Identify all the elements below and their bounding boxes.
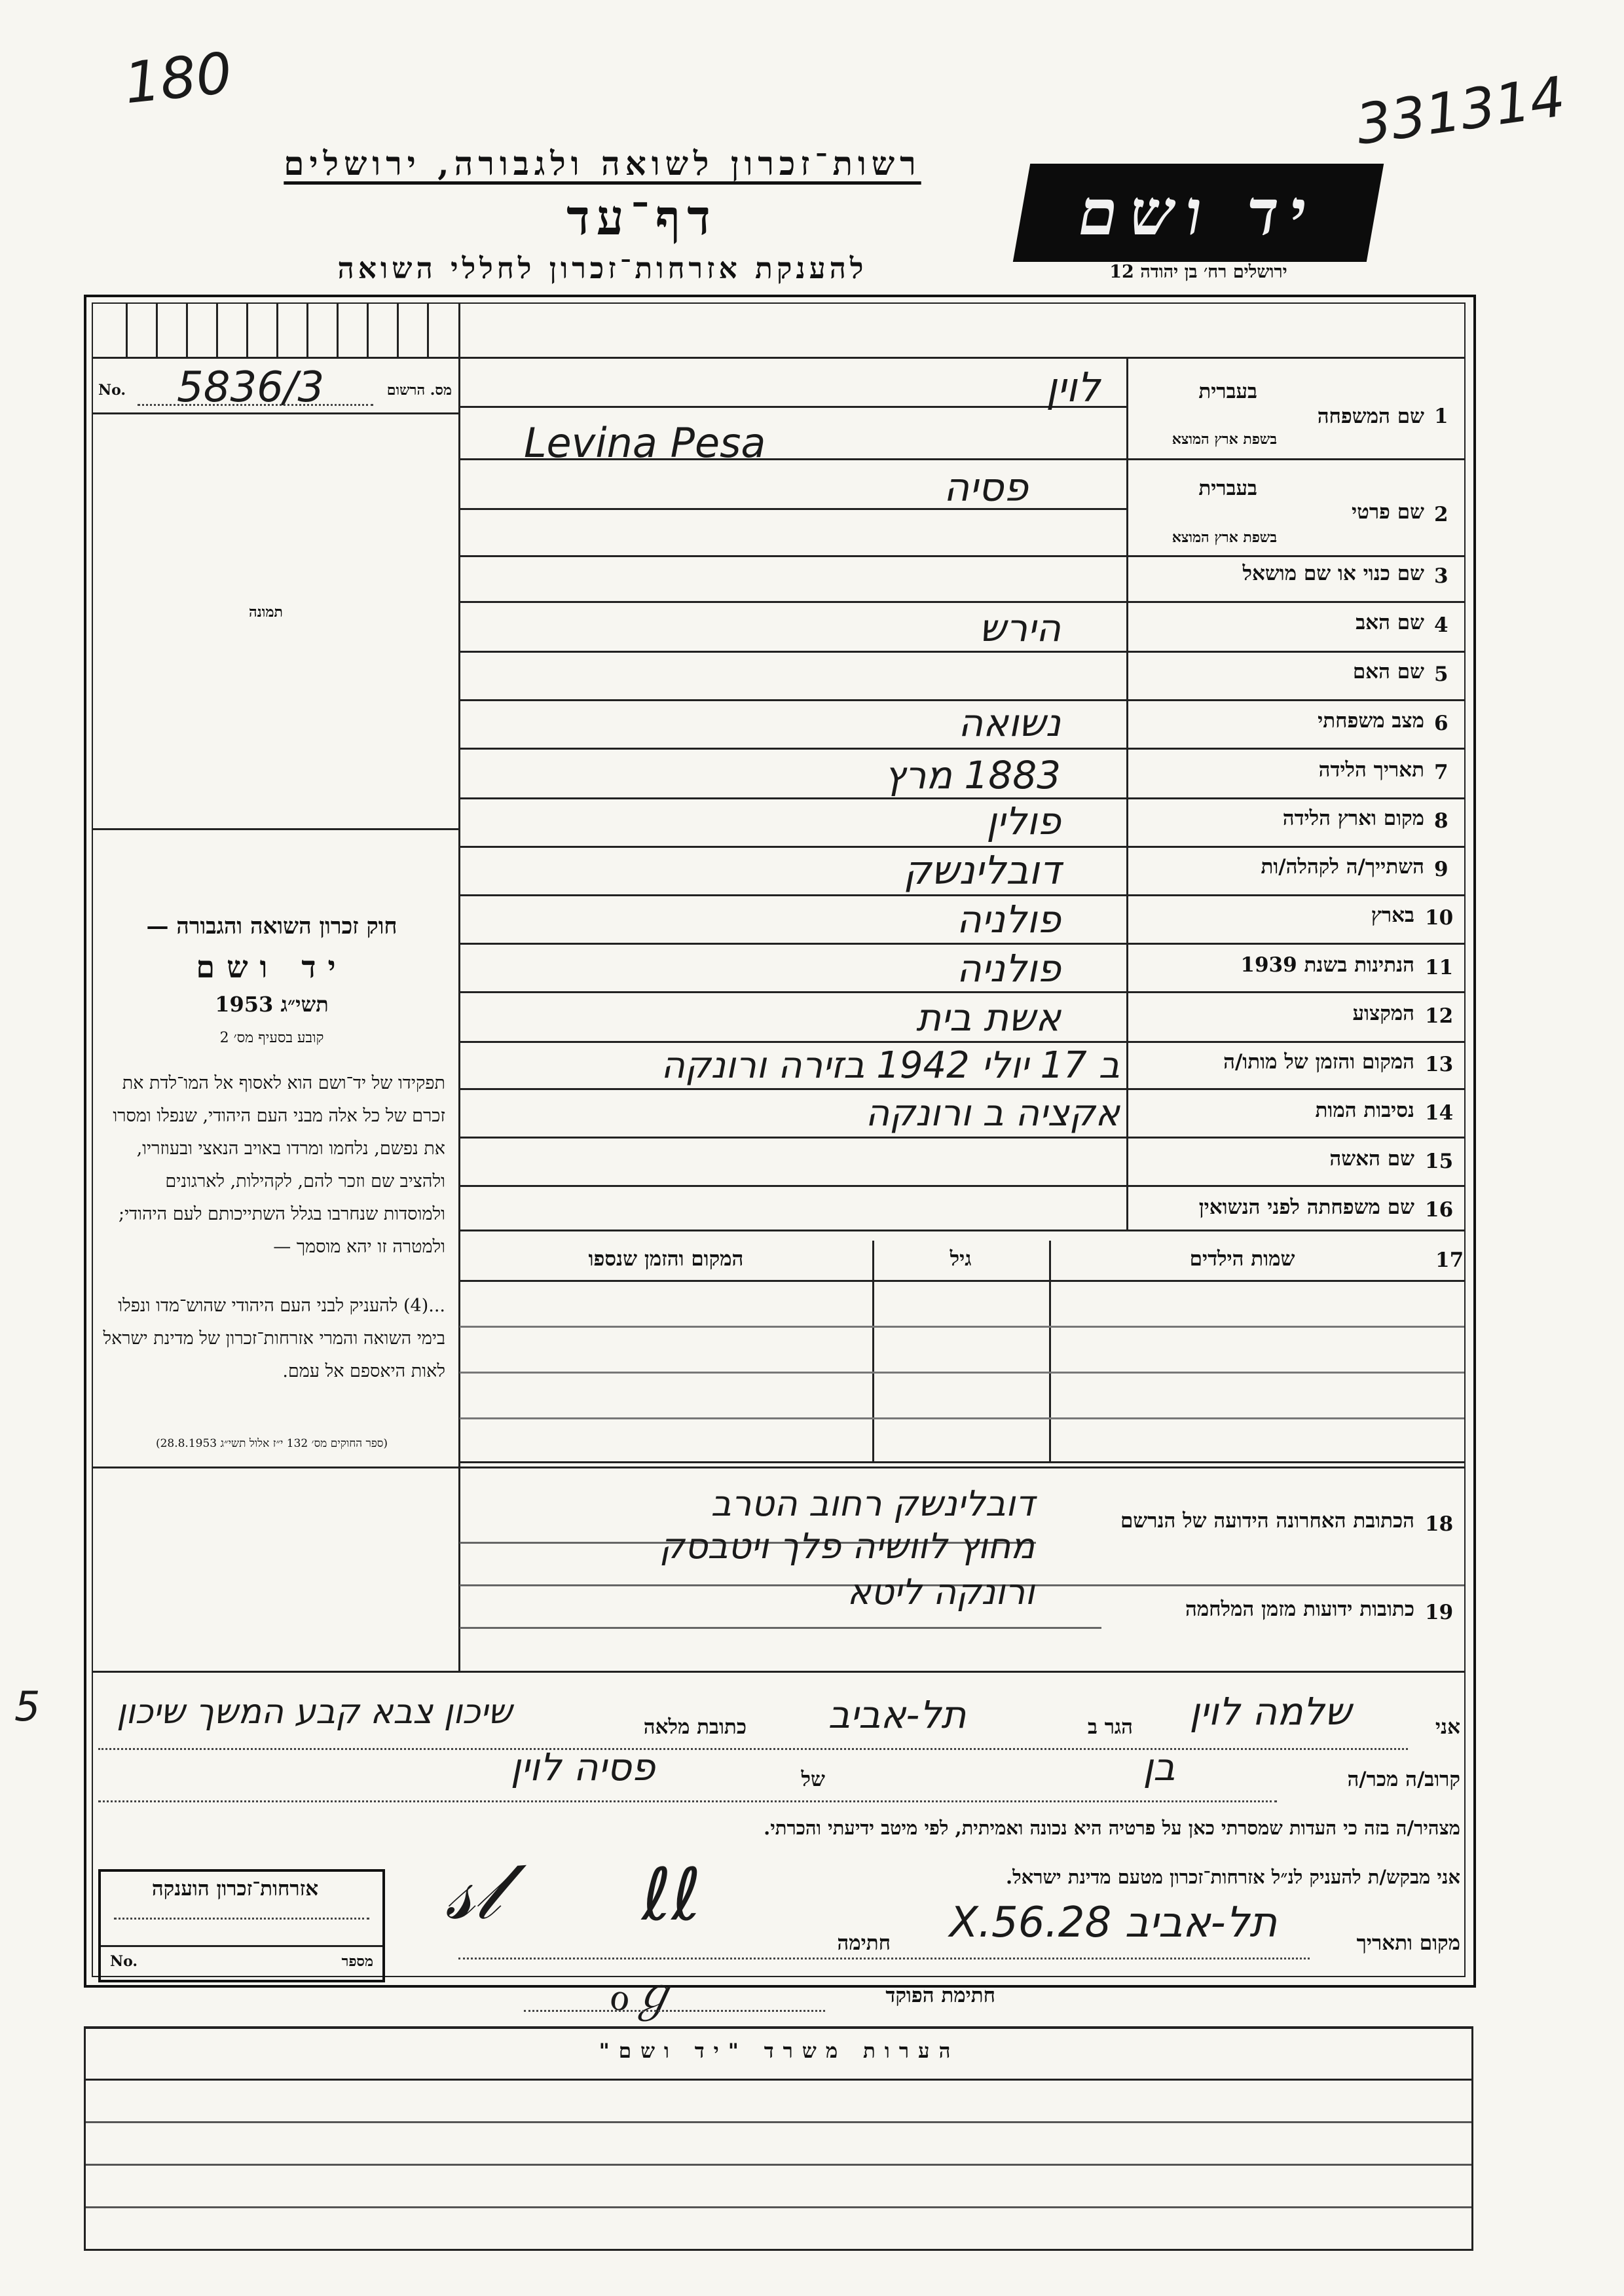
- field-12-label: המקצוע: [1352, 1002, 1414, 1025]
- field-1-value-latin: Levina Pesa: [524, 419, 766, 467]
- decl-place-date-label: מקום ותאריך: [1356, 1931, 1460, 1955]
- field-18-value-line3: ורונקה ליטא: [847, 1571, 1035, 1613]
- field-19-label: כתובות ידועות מזמן המלחמה: [1185, 1597, 1414, 1621]
- decl-statement: מצהיר/ה בזה כי העדות שמסרתי כאן על פרטיה היא נכונה ואמיתית, לפי מיטב ידיעתי והכרתי.: [764, 1817, 1460, 1839]
- field-14-value: אקציה ב ורונקה: [865, 1092, 1120, 1135]
- children-row-line: [460, 1326, 1464, 1328]
- remarks-line: [84, 2164, 1473, 2166]
- institution-name: רשות־זכרון לשואה ולגבורה, ירושלים: [284, 144, 921, 183]
- reg-no-value: 5836/3: [177, 363, 325, 412]
- declaration-margin-number: 5: [14, 1683, 41, 1730]
- field-10-value: פולניה: [956, 897, 1061, 941]
- field-2-label: שם פרטי: [1351, 500, 1424, 524]
- field-18-value-line1: דובלינשק רחוב הטרב: [710, 1483, 1035, 1524]
- hatch-line: [246, 302, 248, 357]
- children-table: [460, 1241, 1464, 1463]
- yad-vashem-logo: [1022, 164, 1375, 262]
- field-15-num: 15: [1425, 1150, 1454, 1173]
- field-9-label: השתייך/ה לקהלה/ות: [1261, 855, 1424, 879]
- form-subtitle: להענקת אזרחות־זכרון לחללי השואה: [337, 252, 868, 285]
- field-4-num: 4: [1434, 613, 1449, 637]
- field-11-value: פולניה: [956, 946, 1061, 991]
- decl-signature-line: [458, 1958, 1310, 1959]
- field-2-value: פסיה: [943, 465, 1028, 511]
- decl-line-2: [98, 1800, 1277, 1802]
- hatch-line: [126, 302, 128, 357]
- field-2-num: 2: [1434, 503, 1449, 526]
- logo-text: יד ושם: [1013, 164, 1384, 262]
- form-title: דף־עד: [566, 190, 717, 246]
- hatch-line: [337, 302, 339, 357]
- field-9-value: דובלינשק: [903, 848, 1061, 894]
- field-1-sub-top: בעברית: [1198, 380, 1257, 403]
- field-7-num: 7: [1434, 761, 1449, 784]
- field-1-value-hebrew: לוין: [1046, 363, 1100, 411]
- remarks-line: [84, 2206, 1473, 2208]
- field-18-num: 18: [1425, 1512, 1454, 1536]
- field-1-label: שם המשפחה: [1317, 405, 1424, 428]
- field-12-num: 12: [1425, 1004, 1454, 1028]
- reg-no-bottom-line: [92, 412, 460, 414]
- hatch-line: [216, 302, 218, 357]
- field-14-num: 14: [1425, 1101, 1454, 1125]
- decl-resides-value: תל-אביב: [828, 1692, 967, 1737]
- field-2-sub-bottom: בשפת ארץ המוצא: [1172, 529, 1277, 546]
- clerk-signature-line: [524, 2010, 825, 2012]
- field-7-label: תאריך הלידה: [1318, 758, 1424, 782]
- field-11-label: הנתינות בשנת 1939: [1240, 953, 1414, 977]
- address-bottom-line: [92, 1671, 1464, 1673]
- field-15-label: שם האשה: [1329, 1147, 1414, 1171]
- decl-clerk-signature-label: חתימת הפוקד: [885, 1984, 995, 2007]
- remarks-label: הערות משרד "יד ושם": [599, 2039, 960, 2063]
- field-8-value: פולין: [986, 799, 1061, 843]
- remarks-bottom-line: [84, 2249, 1473, 2251]
- row-line: [460, 1137, 1464, 1139]
- reg-no-label: מס. הרשום: [386, 382, 452, 399]
- law-text-1: תפקידו של יד־ושם הוא לאסוף אל המו־לדת את זכרם של כל אלה מבני העם היהודי, שנפלו ומסרו את נפשם, נלחמו ומרדו באויב הנאצי ובעוזריו, ולהציב שם וזכר להם, לקהילות, לארגונים ולמוסדות שנחרבו בגלל השתייכותם לעם היהודי; ולמטרה זו יהא מוסמך —: [113, 1073, 445, 1257]
- hatch-line: [397, 302, 399, 357]
- hatch-line: [156, 302, 158, 357]
- children-col-age: גיל: [950, 1247, 972, 1271]
- hatch-line: [276, 302, 278, 357]
- children-col-line: [872, 1241, 874, 1463]
- field-13-num: 13: [1425, 1053, 1454, 1076]
- decl-resides-label: הגר ב: [1087, 1715, 1133, 1739]
- field-13-label: המקום והזמן של מותו/ה: [1223, 1050, 1414, 1074]
- children-row-line: [460, 1417, 1464, 1419]
- decl-signature-label: חתימה: [837, 1931, 891, 1955]
- field-16-num: 16: [1425, 1198, 1454, 1222]
- decl-i-value: שלמה לוין: [1189, 1689, 1352, 1734]
- field-3-num: 3: [1434, 564, 1449, 588]
- children-bottom-line: [460, 1461, 1464, 1463]
- address-line: [460, 1627, 1101, 1629]
- law-title: חוק זכרון השואה והגבורה —: [146, 913, 397, 939]
- photo-label: תמונה: [249, 604, 283, 621]
- field-18-value-line2: מחוץ לוושיה פלך ויטבסק: [659, 1525, 1035, 1567]
- row-line: [460, 991, 1464, 993]
- decl-relative-value: בן: [1143, 1745, 1175, 1789]
- remarks-line: [84, 2121, 1473, 2123]
- children-row-line: [460, 1372, 1464, 1374]
- reg-no-line: [138, 404, 373, 406]
- children-col-names: שמות הילדים: [1189, 1247, 1295, 1271]
- field-1-num: 1: [1434, 405, 1449, 428]
- field-4-value: הירש: [979, 606, 1061, 650]
- row-line: [460, 601, 1464, 603]
- field-2-sub-top: בעברית: [1198, 477, 1257, 500]
- reg-no-prefix: No.: [98, 382, 126, 399]
- decl-of-label: של: [801, 1768, 825, 1791]
- row-line: [460, 894, 1464, 896]
- field-5-label: שם האם: [1352, 660, 1424, 683]
- corner-number-top-left: 180: [121, 40, 235, 117]
- field-6-num: 6: [1434, 712, 1449, 735]
- field-16-label: שם משפחתה לפני הנשואין: [1198, 1195, 1414, 1219]
- field-14-label: נסיבות המות: [1315, 1099, 1414, 1122]
- remarks-line: [84, 2079, 1473, 2081]
- decl-request: אני מבקש/ת להעניק לנ״ל אזרחות־זכרון מטעם מדינת ישראל.: [1006, 1866, 1460, 1888]
- field-1-sub-bottom: בשפת ארץ המוצא: [1172, 431, 1277, 448]
- photo-bottom-line: [92, 828, 460, 830]
- row-line: [460, 1041, 1464, 1043]
- signature-scribble-right: ℓℓ: [642, 1853, 701, 1937]
- law-text-2: ...(4) להעניק לבני העם היהודי שהוש־מדו ונפלו בימי השואה והמרי אזרחות־זכרון של מדינת ישראל לאות היאספם אל עמם.: [103, 1296, 445, 1381]
- remarks-top-line: [84, 2026, 1473, 2029]
- field-12-value: אשת בית: [915, 995, 1061, 1040]
- row-line: [460, 748, 1464, 750]
- field-10-label: בארץ: [1371, 903, 1414, 927]
- field-11-num: 11: [1425, 956, 1454, 979]
- law-year: תשי״ג 1953: [215, 992, 329, 1017]
- children-num: 17: [1435, 1248, 1464, 1272]
- field-13-value: ב 17 יולי 1942 בזירה ורונקה: [661, 1044, 1120, 1087]
- children-col-place: המקום והזמן שנספו: [588, 1247, 744, 1271]
- citizenship-box: [98, 1869, 385, 1982]
- field-6-value: נשואה: [958, 701, 1061, 745]
- logo-address: ירושלים רח׳ בן יהודה 12: [1109, 262, 1287, 282]
- remarks-left-border: [84, 2026, 86, 2251]
- row-line: [460, 1230, 1464, 1231]
- field-3-label: שם כנוי או שם מושאל: [1242, 562, 1424, 585]
- hatch-line: [186, 302, 188, 357]
- decl-i-label: אני: [1435, 1715, 1460, 1739]
- decl-full-address-label: כתובת מלאה: [643, 1715, 747, 1739]
- row-line: [460, 555, 1464, 557]
- decl-relative-label: קרוב/ה מכר/ה: [1347, 1768, 1460, 1791]
- row-line: [460, 651, 1464, 653]
- citizenship-no-prefix: No.: [110, 1953, 138, 1970]
- signature-scribble-left: 𝓈𝓁: [445, 1846, 500, 1937]
- corner-number-top-right: 331314: [1352, 64, 1569, 157]
- citizenship-divider: [101, 1945, 382, 1947]
- label-column-divider: [1126, 359, 1128, 1230]
- citizenship-title: אזרחות־זכרון הוענקה: [151, 1877, 319, 1901]
- row-line: [460, 943, 1464, 945]
- law-clause: קובע בסעיף מס׳ 2: [219, 1030, 324, 1046]
- signature-scribble-clerk: ℴℊ: [609, 1967, 676, 2021]
- remarks-right-border: [1471, 2026, 1473, 2251]
- hatch-line: [427, 302, 429, 357]
- field-9-num: 9: [1434, 858, 1449, 881]
- decl-of-value: פסיה לוין: [510, 1745, 655, 1789]
- field-8-label: מקום וארץ הלידה: [1282, 807, 1424, 830]
- row-line: [460, 1185, 1464, 1187]
- row-line: [460, 1088, 1464, 1090]
- hatch-line: [306, 302, 308, 357]
- decl-place-date-value: תל-אביב 28.X.56: [949, 1899, 1278, 1947]
- field-7-value: 1883 מרץ: [884, 753, 1061, 797]
- field-10-num: 10: [1425, 906, 1454, 930]
- field-6-label: מצב משפחתי: [1318, 709, 1424, 733]
- children-header-line: [460, 1280, 1464, 1282]
- hatch-line: [367, 302, 369, 357]
- field-19-num: 19: [1425, 1601, 1454, 1624]
- top-strip-line: [92, 357, 1464, 359]
- registration-number: [98, 363, 452, 412]
- address-top-line: [92, 1467, 1464, 1468]
- field-18-label: הכתובת האחרונה הידועה של הנרשם: [1120, 1509, 1414, 1533]
- field-8-num: 8: [1434, 809, 1449, 833]
- law-name: יד ושם: [196, 949, 348, 985]
- citizenship-no-label: מספר: [341, 1953, 373, 1970]
- field-5-num: 5: [1434, 663, 1449, 686]
- field-4-label: שם האב: [1356, 611, 1424, 634]
- citizenship-line: [114, 1918, 369, 1920]
- law-source: (ספר החוקים מס׳ 132 י״ז אלול תשי״ג 28.8.1953): [155, 1437, 388, 1450]
- decl-full-address-value: שיכון צבא קבע המשך שיכון: [117, 1692, 512, 1732]
- children-col-line: [1049, 1241, 1051, 1463]
